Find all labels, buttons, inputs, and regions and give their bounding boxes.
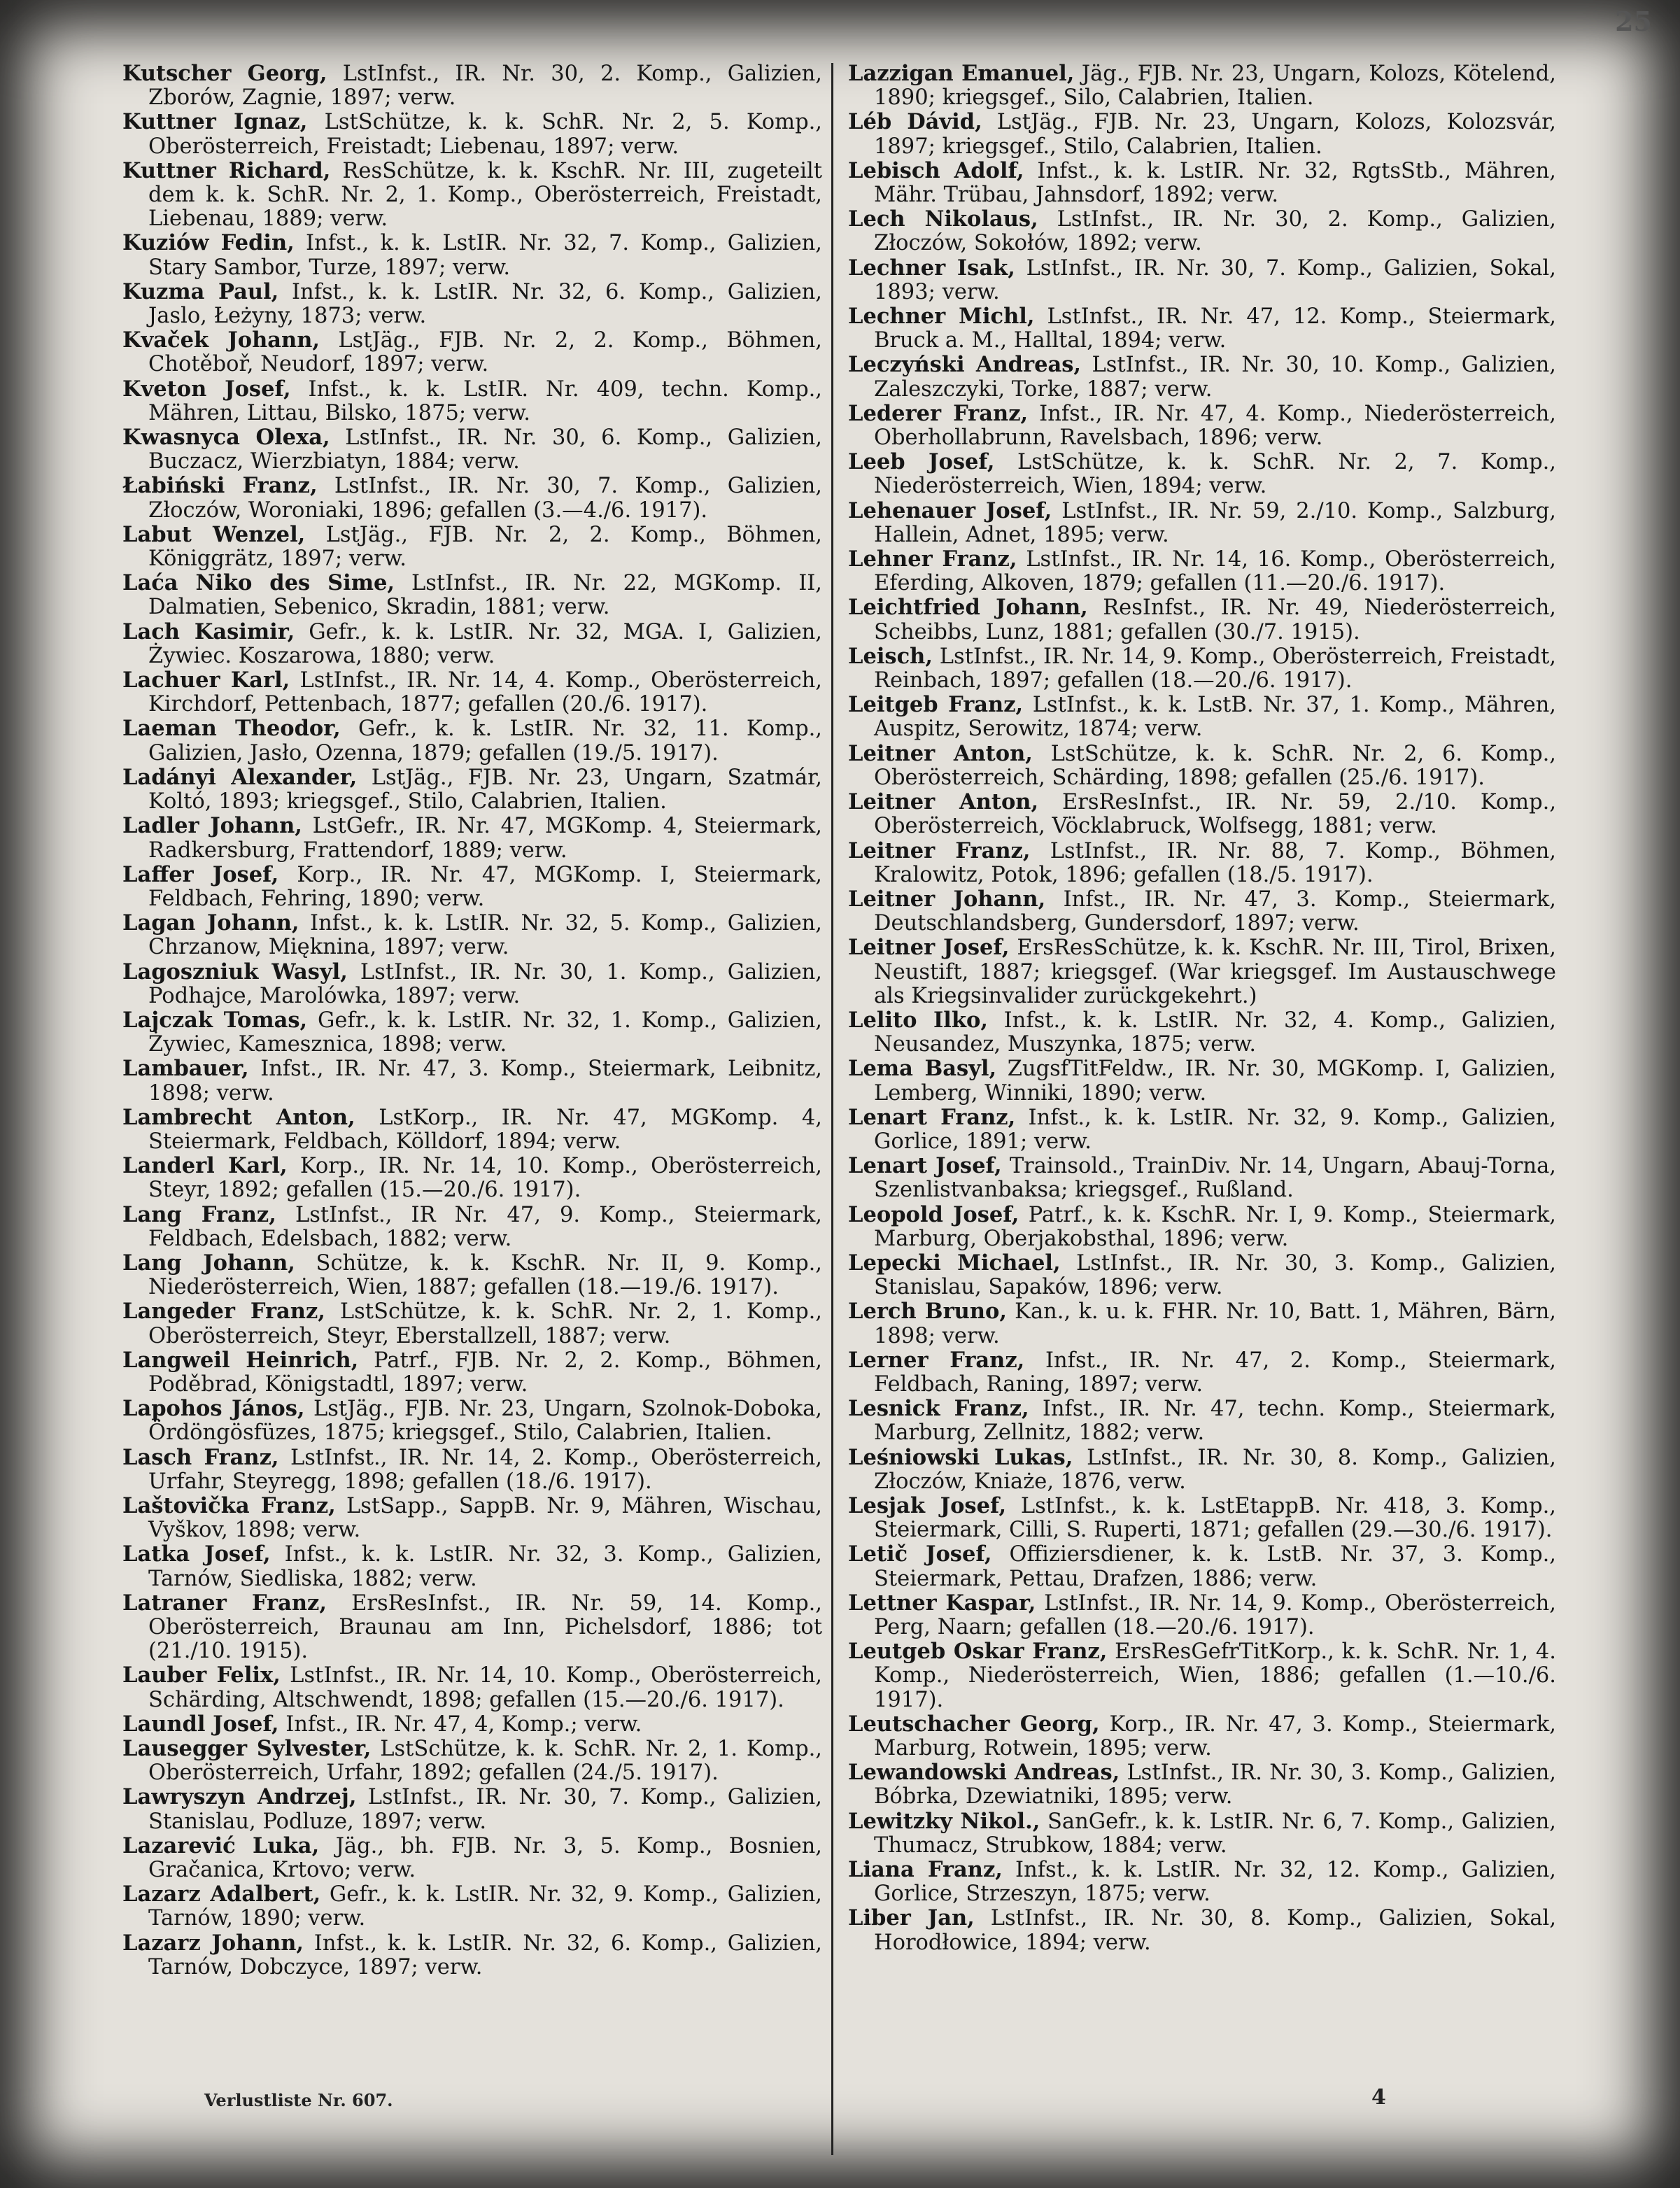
casualty-entry [122,1007,823,1057]
entry-name: Lechner Michl, [848,304,1035,330]
entry-details: Infst., k. k. LstIR. Nr. 32, 6. Komp., Galizien, Jaslo, Łeżyny, 1873; verw. [148,279,822,329]
corner-mark: 4 [1371,2085,1386,2110]
casualty-entry [122,668,822,717]
entry-name: Lang Johann, [122,1250,295,1276]
entry-details: LstInfst., IR. Nr. 88, 7. Komp., Böhmen, Kralowitz, Potok, 1896; gefallen (18./5. 1917). [874,838,1556,887]
entry-details: Infst., k. k. LstIR. Nr. 32, 6. Komp., Galizien, Tarnów, Dobczyce, 1897; verw. [148,1931,822,1979]
entry-details: LstJäg., FJB. Nr. 2, 2. Komp., Böhmen, Chotěboř, Neudorf, 1897; verw. [148,328,822,377]
entry-name: Lettner Kaspar, [848,1590,1036,1616]
entry-details: LstInfst., IR. Nr. 14, 9. Komp., Oberösterreich, Perg, Naarn; gefallen (18.—20./6. 1917). [874,1590,1557,1639]
casualty-entry [848,1299,1556,1348]
casualty-entry [122,1153,822,1203]
entry-details: LstInfst., k. k. LstEtappB. Nr. 418, 3. Komp., Steiermark, Cilli, S. Ruperti, 1871; gefallen (29.—30./6. 1917). [874,1493,1556,1543]
entry-details: Gefr., k. k. LstIR. Nr. 32, MGA. I, Galizien, Żywiec. Koszarowa, 1880; verw. [148,619,822,668]
casualty-entry [848,935,1556,1008]
casualty-entry [848,497,1556,547]
casualty-entry [122,425,823,474]
entry-details: ErsResInfst., IR. Nr. 59, 14. Komp., Oberösterreich, Braunau am Inn, Pichelsdorf, 1886; tot (21./10. 1915). [148,1590,822,1664]
entry-name: Lajczak Tomas, [122,1007,308,1033]
entry-details: LstSchütze, k. k. SchR. Nr. 2, 7. Komp., Niederösterreich, Wien, 1894; verw. [874,450,1556,499]
entry-details: LstInfst., IR. Nr. 47, 12. Komp., Steiermark, Bruck a. M., Halltal, 1894; verw. [874,304,1557,353]
entry-details: Gefr., k. k. LstIR. Nr. 32, 9. Komp., Galizien, Tarnów, 1890; verw. [148,1882,822,1931]
entry-name: Leutgeb Oskar Franz, [848,1639,1108,1665]
casualty-entry [122,1784,822,1834]
entry-name: Léb Dávid, [848,109,982,135]
entry-details: LstInfst., IR. Nr. 30, 10. Komp., Galizien, Zaleszczyki, Torke, 1887; verw. [874,353,1556,402]
entry-name: Kuziów Fedin, [122,230,295,256]
entry-name: Latka Josef, [122,1541,271,1567]
casualty-entry [848,1857,1556,1907]
entry-details: Kan., k. u. k. FHR. Nr. 10, Batt. 1, Mähren, Bärn, 1898; verw. [874,1299,1556,1348]
casualty-entry [122,521,822,572]
casualty-entry [848,1711,1556,1761]
casualty-entry [848,1492,1556,1543]
entry-name: Laeman Theodor, [122,716,341,742]
entry-details: Jäg., FJB. Nr. 23, Ungarn, Kolozs, Kötelend, 1890; kriegsgef., Silo, Calabrien, Italien. [874,62,1556,111]
entry-name: Leitner Franz, [848,838,1031,863]
entry-details: LstInfst., IR. Nr. 30, 7. Komp., Galizien, Sokal, 1893; verw. [874,255,1556,304]
casualty-entry [122,376,823,425]
casualty-entry [848,1347,1557,1397]
entry-details: Gefr., k. k. LstIR. Nr. 32, 1. Komp., Galizien, Żywiec, Kamesznica, 1898; verw. [148,1008,823,1057]
entry-details: LstJäg., FJB. Nr. 23, Ungarn, Szolnok-Doboka, Ördöngösfüzes, 1875; kriegsgef., Stilo, Calabrien, Italien. [148,1397,822,1446]
entry-name: Lepecki Michael, [848,1250,1061,1276]
entry-details: Patrf., k. k. KschR. Nr. I, 9. Komp., Steiermark, Marburg, Oberjakobsthal, 1896; verw. [874,1202,1556,1251]
casualty-entry [122,1711,822,1737]
entry-details: Infst., k. k. LstIR. Nr. 32, 5. Komp., Galizien, Chrzanow, Mięknina, 1897; verw. [148,911,822,960]
entry-name: Leczyński Andreas, [848,352,1082,378]
entry-name: Liana Franz, [848,1857,1003,1883]
casualty-entry [122,1882,822,1931]
entry-name: Lech Nikolaus, [848,206,1038,232]
entry-name: Leutschacher Georg, [848,1711,1100,1737]
casualty-entry [122,1201,822,1251]
entry-details: LstInfst., IR. Nr. 59, 2./10. Komp., Salzburg, Hallein, Adnet, 1895; verw. [874,498,1556,547]
casualty-entry [848,109,1556,159]
casualty-entry [122,1056,822,1106]
right-column [848,62,1556,1955]
entry-name: Lazarz Johann, [122,1930,304,1956]
entry-name: Lausegger Sylvester, [122,1736,372,1762]
entry-name: Lachuer Karl, [122,668,290,693]
casualty-entry [122,1444,822,1494]
entry-name: Lenart Josef, [848,1153,1002,1179]
entry-name: Kuzma Paul, [122,278,279,304]
casualty-entry [122,1396,822,1446]
entry-name: Letič Josef, [848,1541,992,1567]
casualty-entry [848,1153,1556,1203]
casualty-entry [122,278,822,329]
entry-details: LstInfst., IR. Nr. 14, 2. Komp., Oberösterreich, Urfahr, Steyregg, 1898; gefallen (18./6. 1917). [148,1445,822,1494]
casualty-entry [848,1639,1556,1712]
entry-details: LstSchütze, k. k. SchR. Nr. 2, 1. Komp., Oberösterreich, Steyr, Eberstallzell, 1887; verw. [148,1299,822,1348]
entry-details: Patrf., FJB. Nr. 2, 2. Komp., Böhmen, Poděbrad, Königstadtl, 1897; verw. [148,1348,822,1397]
entry-details: Korp., IR. Nr. 14, 10. Komp., Oberösterreich, Steyr, 1892; gefallen (15.—20./6. 1917). [148,1154,822,1203]
casualty-entry [848,546,1556,596]
entry-name: Langweil Heinrich, [122,1347,359,1373]
casualty-entry [848,1905,1557,1955]
entry-details: Infst., k. k. LstIR. Nr. 32, 4. Komp., Galizien, Neusandez, Muszynka, 1875; verw. [874,1008,1556,1057]
entry-details: Infst., k. k. LstIR. Nr. 32, 9. Komp., Galizien, Gorlice, 1891; verw. [874,1105,1556,1154]
casualty-entry [122,813,822,863]
casualty-entry [122,910,822,960]
casualty-entry [122,230,822,280]
entry-details: Infst., k. k. LstIR. Nr. 32, 3. Komp., Galizien, Tarnów, Siedliska, 1882; verw. [148,1542,822,1591]
entry-details: Schütze, k. k. KschR. Nr. II, 9. Komp., Niederösterreich, Wien, 1887; gefallen (18.—19./6. 1917). [148,1250,822,1300]
casualty-entry [848,449,1556,499]
entry-details: LstInfst., IR. Nr. 30, 2. Komp., Galizien, Złoczów, Sokołów, 1892; verw. [874,207,1556,256]
entry-details: Gefr., k. k. LstIR. Nr. 32, 11. Komp., Galizien, Jasło, Ozenna, 1879; gefallen (19./5. 1917). [148,717,822,765]
casualty-entry [848,692,1556,742]
entry-details: LstInfst., IR Nr. 47, 9. Komp., Steiermark, Feldbach, Edelsbach, 1882; verw. [148,1202,822,1251]
entry-details: LstJäg., FJB. Nr. 23, Ungarn, Kolozs, Kolozsvár, 1897; kriegsgef., Stilo, Calabrien, Italien. [874,110,1556,159]
entry-details: LstKorp., IR. Nr. 47, MGKomp. 4, Steiermark, Feldbach, Kölldorf, 1894; verw. [148,1105,822,1154]
casualty-entry [848,1104,1556,1154]
entry-details: LstInfst., IR. Nr. 30, 1. Komp., Galizien, Podhajce, Marolówka, 1897; verw. [148,959,822,1008]
entry-name: Lesjak Josef, [848,1492,1007,1518]
casualty-entry [122,1833,823,1883]
casualty-entry [122,619,822,668]
casualty-entry [848,157,1556,208]
casualty-entry [848,1007,1556,1057]
casualty-entry [122,1492,822,1543]
entry-details: LstSapp., SappB. Nr. 9, Mähren, Wischau, Vyškov, 1898; verw. [148,1493,822,1543]
casualty-entry [122,716,822,765]
entry-name: Liber Jan, [848,1905,975,1931]
casualty-entry [122,861,822,911]
entry-details: LstJäg., FJB. Nr. 23, Ungarn, Szatmár, Koltó, 1893; kriegsgef., Stilo, Calabrien, Italien. [148,765,822,814]
entry-name: Leitgeb Franz, [848,692,1024,718]
entry-name: Laffer Josef, [122,861,279,887]
casualty-entry [848,304,1557,353]
entry-name: Lawryszyn Andrzej, [122,1784,357,1810]
entry-name: Lasch Franz, [122,1444,279,1470]
entry-details: Jäg., bh. FJB. Nr. 3, 5. Komp., Bosnien, Gračanica, Krtovo; verw. [148,1833,823,1883]
entry-details: LstInfst., IR. Nr. 30, 3. Komp., Galizien, Bóbrka, Dzewiatniki, 1895; verw. [874,1760,1557,1809]
entry-name: Ladler Johann, [122,813,302,839]
casualty-entry [848,1250,1556,1300]
casualty-entry [848,1444,1556,1494]
entry-name: Leitner Anton, [848,740,1033,766]
entry-name: Lederer Franz, [848,400,1029,426]
entry-name: Lelito Ilko, [848,1007,988,1033]
entry-name: Labut Wenzel, [122,521,306,547]
casualty-entry [848,255,1556,304]
footer-list-number: Verlustliste Nr. 607. [204,2090,393,2110]
casualty-entry [848,789,1557,839]
entry-details: Infst., IR. Nr. 47, 4. Komp., Niederösterreich, Oberhollabrunn, Ravelsbach, 1896; verw. [874,401,1556,451]
casualty-entry [848,740,1557,790]
entry-name: Lambauer, [122,1056,249,1082]
casualty-entry [122,1663,822,1712]
entry-name: Lagan Johann, [122,910,299,936]
entry-details: LstInfst., IR. Nr. 30, 3. Komp., Galizien, Stanislau, Sapaków, 1896; verw. [874,1250,1556,1300]
entry-name: Kveton Josef, [122,376,291,402]
entry-name: Laundl Josef, [122,1711,279,1737]
casualty-entry [848,400,1556,451]
entry-details: LstInfst., IR. Nr. 22, MGKomp. II, Dalmatien, Sebenico, Skradin, 1881; verw. [148,571,822,620]
entry-details: Infst., k. k. LstIR. Nr. 32, 12. Komp., Galizien, Gorlice, Strzeszyn, 1875; verw. [874,1858,1556,1907]
entry-name: Lach Kasimir, [122,619,295,644]
entry-details: Offiziersdiener, k. k. LstB. Nr. 37, 3. Komp., Steiermark, Pettau, Drafzen, 1886; verw. [874,1542,1556,1591]
entry-details: Infst., k. k. LstIR. Nr. 409, techn. Komp., Mähren, Littau, Bilsko, 1875; verw. [148,376,823,425]
entry-name: Laštovička Franz, [122,1492,336,1518]
casualty-entry [122,1590,822,1664]
casualty-entry [848,1396,1556,1446]
entry-name: Lang Franz, [122,1201,276,1227]
casualty-entry [848,838,1556,887]
entry-name: Ladányi Alexander, [122,764,358,790]
casualty-entry [848,1808,1556,1858]
casualty-entry [848,1201,1556,1251]
casualty-entry [122,109,822,159]
entry-name: Latraner Franz, [122,1590,327,1616]
entry-name: Lauber Felix, [122,1663,281,1688]
entry-name: Langeder Franz, [122,1299,325,1325]
entry-name: Lebisch Adolf, [848,157,1024,183]
entry-details: ErsResGefrTitKorp., k. k. SchR. Nr. 1, 4. Komp., Niederösterreich, Wien, 1886; gefallen (1.—10./6. 1917). [874,1639,1556,1712]
entry-name: Kutscher Georg, [122,61,327,86]
entry-details: LstInfst., IR. Nr. 30, 8. Komp., Galizien, Złoczów, Kniaże, 1876, verw. [874,1445,1556,1494]
entry-details: Korp., IR. Nr. 47, MGKomp. I, Steiermark, Feldbach, Fehring, 1890; verw. [148,862,822,911]
entry-details: LstInfst., k. k. LstB. Nr. 37, 1. Komp., Mähren, Auspitz, Serowitz, 1874; verw. [874,693,1556,742]
entry-details: ResSchütze, k. k. KschR. Nr. III, zugeteilt dem k. k. SchR. Nr. 2, 1. Komp., Oberösterreich, Freistadt, Liebenau, 1889; verw. [148,158,822,232]
entry-details: LstInfst., IR. Nr. 30, 7. Komp., Galizien, Stanislau, Podluze, 1897; verw. [148,1785,822,1834]
entry-name: Kuttner Ignaz, [122,109,308,135]
entry-name: Leitner Anton, [848,789,1039,815]
entry-name: Lenart Franz, [848,1104,1016,1130]
entry-details: LstSchütze, k. k. SchR. Nr. 2, 6. Komp., Oberösterreich, Schärding, 1898; gefallen (25./6. 1917). [874,741,1557,790]
entry-name: Leopold Josef, [848,1201,1019,1227]
entry-name: Kwasnyca Olexa, [122,425,330,451]
casualty-entry [122,473,822,523]
casualty-entry [122,61,823,111]
entry-details: ErsResInfst., IR. Nr. 59, 2./10. Komp., Oberösterreich, Vöcklabruck, Wolfsegg, 1881; verw. [874,790,1557,839]
entry-details: LstSchütze, k. k. SchR. Nr. 2, 1. Komp., Oberösterreich, Urfahr, 1892; gefallen (24./5. 1917). [148,1737,822,1786]
entry-name: Lema Basyl, [848,1056,997,1082]
entry-name: Lapohos János, [122,1396,305,1422]
entry-details: LstJäg., FJB. Nr. 2, 2. Komp., Böhmen, Königgrätz, 1897; verw. [148,522,822,572]
entry-name: Lerner Franz, [848,1347,1025,1373]
casualty-entry [122,1930,822,1979]
entry-name: Leeb Josef, [848,449,995,475]
entry-details: Infst., IR. Nr. 47, techn. Komp., Steiermark, Marburg, Zellnitz, 1882; verw. [874,1397,1556,1446]
entry-details: ZugsfTitFeldw., IR. Nr. 30, MGKomp. I, Galizien, Lemberg, Winniki, 1890; verw. [874,1057,1556,1106]
entry-name: Leitner Johann, [848,886,1046,912]
entry-name: Lechner Isak, [848,255,1015,281]
entry-name: Lewitzky Nikol., [848,1808,1040,1834]
entry-details: SanGefr., k. k. LstIR. Nr. 6, 7. Komp., Galizien, Thumacz, Strubkow, 1884; verw. [874,1809,1556,1858]
casualty-entry [122,959,822,1008]
casualty-entry [122,570,822,620]
casualty-entry [122,157,822,232]
entry-name: Lazarević Luka, [122,1833,320,1858]
entry-details: Infst., IR. Nr. 47, 3. Komp., Steiermark, Leibnitz, 1898; verw. [148,1057,822,1106]
left-column [122,62,822,1979]
entry-name: Lehenauer Josef, [848,497,1052,523]
entry-name: Leisch, [848,643,933,669]
entry-name: Kuttner Richard, [122,157,331,183]
entry-name: Leśniowski Lukas, [848,1444,1073,1470]
entry-name: Lagoszniuk Wasyl, [122,959,348,984]
casualty-entry [122,327,822,377]
entry-name: Lehner Franz, [848,546,1017,572]
entry-details: LstInfst., IR. Nr. 14, 16. Komp., Oberösterreich, Eferding, Alkoven, 1879; gefallen (11.—20./6. 1917). [874,547,1556,596]
entry-details: LstInfst., IR. Nr. 14, 9. Komp., Oberösterreich, Freistadt, Reinbach, 1897; gefallen (18.—20./6. 1917). [874,644,1556,693]
entry-name: Lazarz Adalbert, [122,1882,321,1907]
column-divider [831,63,833,2155]
casualty-entry [848,1541,1556,1591]
casualty-entry [848,1590,1557,1639]
entry-details: LstInfst., IR. Nr. 14, 4. Komp., Oberösterreich, Kirchdorf, Pettenbach, 1877; gefallen (20./6. 1917). [148,668,822,717]
entry-name: Lazzigan Emanuel, [848,61,1075,86]
entry-details: Infst., k. k. LstIR. Nr. 32, RgtsStb., Mähren, Mähr. Trübau, Jahnsdorf, 1892; verw. [874,158,1556,208]
entry-name: Lerch Bruno, [848,1299,1007,1325]
entry-details: LstInfst., IR. Nr. 30, 7. Komp., Galizien, Złoczów, Woroniaki, 1896; gefallen (3.—4./6. 1917). [148,474,822,523]
casualty-entry [122,764,822,814]
casualty-entry [122,1104,822,1154]
casualty-entry [848,61,1556,111]
entry-details: Infst., k. k. LstIR. Nr. 32, 7. Komp., Galizien, Stary Sambor, Turze, 1897; verw. [148,231,822,280]
entry-name: Lesnick Franz, [848,1396,1029,1422]
casualty-entry [122,1347,822,1397]
entry-details: Korp., IR. Nr. 47, 3. Komp., Steiermark, Marburg, Rotwein, 1895; verw. [874,1711,1556,1761]
entry-details: LstSchütze, k. k. SchR. Nr. 2, 5. Komp., Oberösterreich, Freistadt; Liebenau, 1897; verw. [148,110,822,159]
entry-details: Infst., IR. Nr. 47, 2. Komp., Steiermark, Feldbach, Raning, 1897; verw. [874,1348,1557,1397]
entry-name: Lambrecht Anton, [122,1104,355,1130]
entry-details: ErsResSchütze, k. k. KschR. Nr. III, Tirol, Brixen, Neustift, 1887; kriegsgef. (War kriegsgef. Im Austauschwege als Kriegsinvalider zurückgekehrt.) [874,936,1556,1008]
entry-name: Landerl Karl, [122,1153,288,1179]
entry-details: LstInfst., IR. Nr. 14, 10. Komp., Oberösterreich, Schärding, Altschwendt, 1898; gefallen (15.—20./6. 1917). [148,1663,822,1712]
casualty-entry [848,352,1556,402]
entry-details: LstInfst., IR. Nr. 30, 6. Komp., Galizien, Buczacz, Wierzbiatyn, 1884; verw. [148,425,823,474]
casualty-entry [122,1250,822,1300]
entry-name: Lewandowski Andreas, [848,1760,1120,1786]
casualty-entry [848,595,1556,644]
entry-name: Leichtfried Johann, [848,595,1088,621]
casualty-entry [122,1541,822,1591]
casualty-entry [122,1299,822,1348]
entry-details: Infst., IR. Nr. 47, 3. Komp., Steiermark, Deutschlandsberg, Gundersdorf, 1897; verw. [874,887,1556,936]
casualty-entry [122,1736,822,1786]
casualty-entry [848,206,1556,256]
entry-name: Łabiński Franz, [122,473,318,499]
entry-details: LstGefr., IR. Nr. 47, MGKomp. 4, Steiermark, Radkersburg, Frattendorf, 1889; verw. [148,814,822,863]
entry-name: Leitner Josef, [848,935,1010,961]
page-number: 25 [1615,6,1652,37]
casualty-entry [848,643,1556,693]
entry-details: Trainsold., TrainDiv. Nr. 14, Ungarn, Abauj-Torna, Szenlistvanbaksa; kriegsgef., Rußland. [874,1154,1556,1203]
casualty-entry [848,1056,1556,1106]
entry-details: Infst., IR. Nr. 47, 4, Komp.; verw. [278,1711,642,1737]
casualty-entry [848,886,1556,936]
entry-name: Laća Niko des Sime, [122,570,395,596]
entry-name: Kvaček Johann, [122,327,320,353]
entry-details: LstInfst., IR. Nr. 30, 2. Komp., Galizien, Zborów, Zagnie, 1897; verw. [148,62,823,111]
casualty-entry [848,1760,1557,1809]
entry-details: ResInfst., IR. Nr. 49, Niederösterreich, Scheibbs, Lunz, 1881; gefallen (30./7. 1915). [874,595,1556,644]
entry-details: LstInfst., IR. Nr. 30, 8. Komp., Galizien, Sokal, Horodłowice, 1894; verw. [874,1906,1557,1955]
